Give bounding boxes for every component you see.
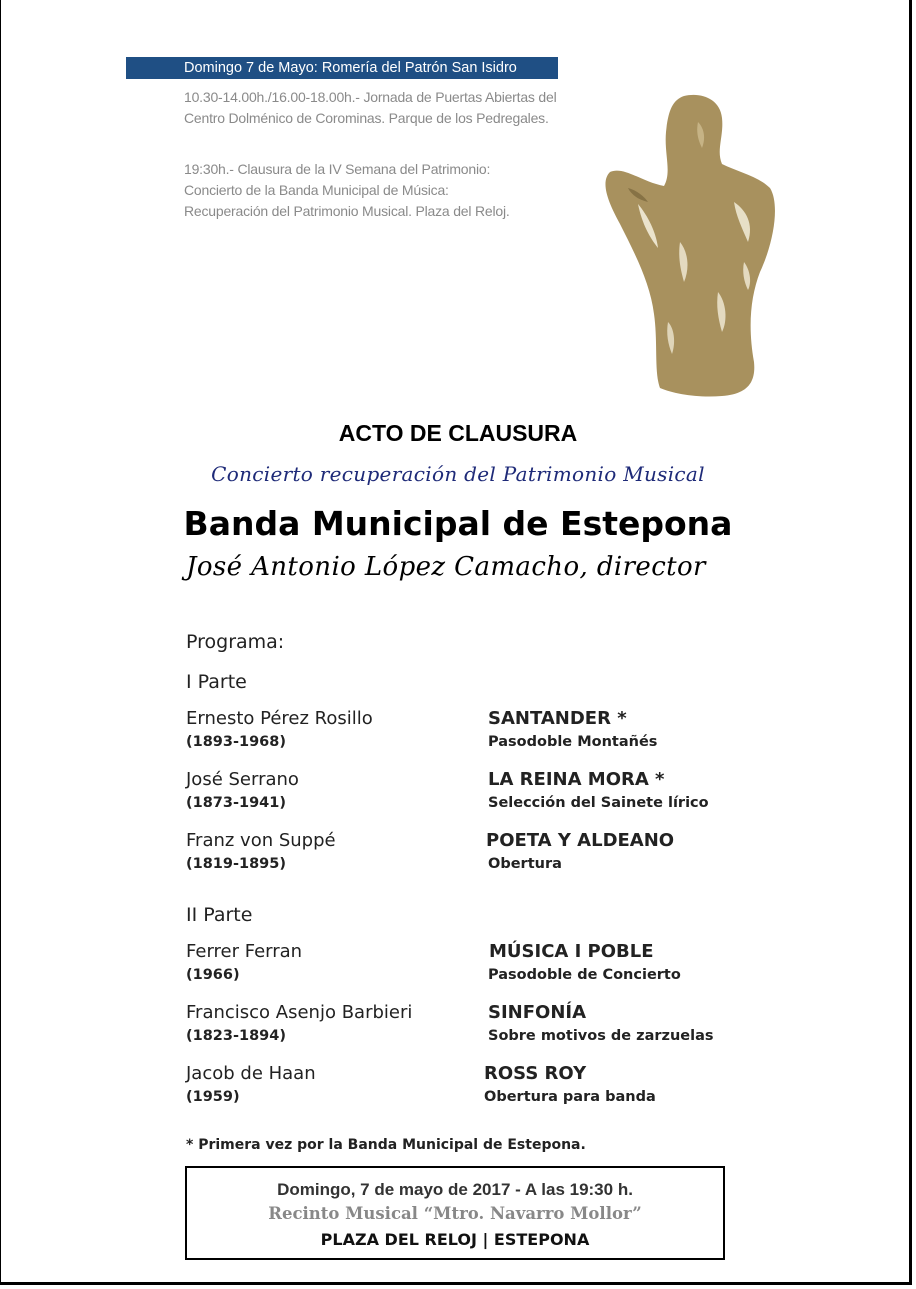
work-title: POETA Y ALDEANO	[486, 830, 675, 851]
composer-years: (1819-1895)	[186, 856, 286, 872]
composer-years: (1823-1894)	[186, 1028, 286, 1044]
work-description: Sobre motivos de zarzuelas	[488, 1028, 714, 1044]
work-description: Pasodoble Montañés	[488, 734, 658, 750]
header-banner: Domingo 7 de Mayo: Romería del Patrón San Isidro	[126, 57, 558, 79]
footnote: * Primera vez por la Banda Municipal de Estepona.	[186, 1137, 586, 1153]
header-line-2: Centro Dolménico de Corominas. Parque de los Pedregales.	[184, 110, 549, 126]
director-name: José Antonio López Camacho, director	[186, 552, 706, 582]
idol-statue-image	[598, 92, 780, 398]
composer-name: Francisco Asenjo Barbieri	[186, 1002, 413, 1023]
composer-years: (1959)	[186, 1089, 240, 1105]
event-subtitle: Concierto recuperación del Patrimonio Musical	[211, 462, 705, 486]
composer-years: (1893-1968)	[186, 734, 286, 750]
event-info-box	[185, 1166, 725, 1260]
composer-years: (1966)	[186, 967, 240, 983]
composer-name: Ferrer Ferran	[186, 941, 303, 962]
work-title: SINFONÍA	[488, 1002, 587, 1023]
work-description: Pasodoble de Concierto	[488, 967, 681, 983]
header-line-5: Recuperación del Patrimonio Musical. Plaza del Reloj.	[184, 203, 510, 219]
composer-name: Franz von Suppé	[186, 830, 336, 851]
header-line-4: Concierto de la Banda Municipal de Música:	[184, 182, 449, 198]
work-title: MÚSICA I POBLE	[489, 941, 654, 962]
work-title: ROSS ROY	[484, 1063, 587, 1084]
part-2-label: II Parte	[186, 904, 253, 926]
composer-name: Jacob de Haan	[186, 1063, 316, 1084]
work-description: Obertura	[488, 856, 562, 872]
work-description: Obertura para banda	[484, 1089, 656, 1105]
composer-name: José Serrano	[186, 769, 299, 790]
part-1-label: I Parte	[186, 671, 247, 693]
programa-label: Programa:	[186, 631, 285, 653]
work-title: LA REINA MORA *	[488, 769, 665, 790]
event-date: Domingo, 7 de mayo de 2017 - A las 19:30 h.	[277, 1180, 633, 1199]
composer-years: (1873-1941)	[186, 795, 286, 811]
event-place: PLAZA DEL RELOJ | ESTEPONA	[320, 1230, 590, 1249]
work-description: Selección del Sainete lírico	[488, 795, 709, 811]
work-title: SANTANDER *	[488, 708, 627, 729]
header-line-1: 10.30-14.00h./16.00-18.00h.- Jornada de Puertas Abiertas del	[184, 89, 557, 105]
band-name: Banda Municipal de Estepona	[183, 504, 733, 543]
composer-name: Ernesto Pérez Rosillo	[186, 708, 373, 729]
event-venue: Recinto Musical “Mtro. Navarro Mollor”	[268, 1204, 642, 1223]
header-line-3: 19:30h.- Clausura de la IV Semana del Patrimonio:	[184, 161, 491, 177]
event-title: ACTO DE CLAUSURA	[338, 420, 578, 446]
